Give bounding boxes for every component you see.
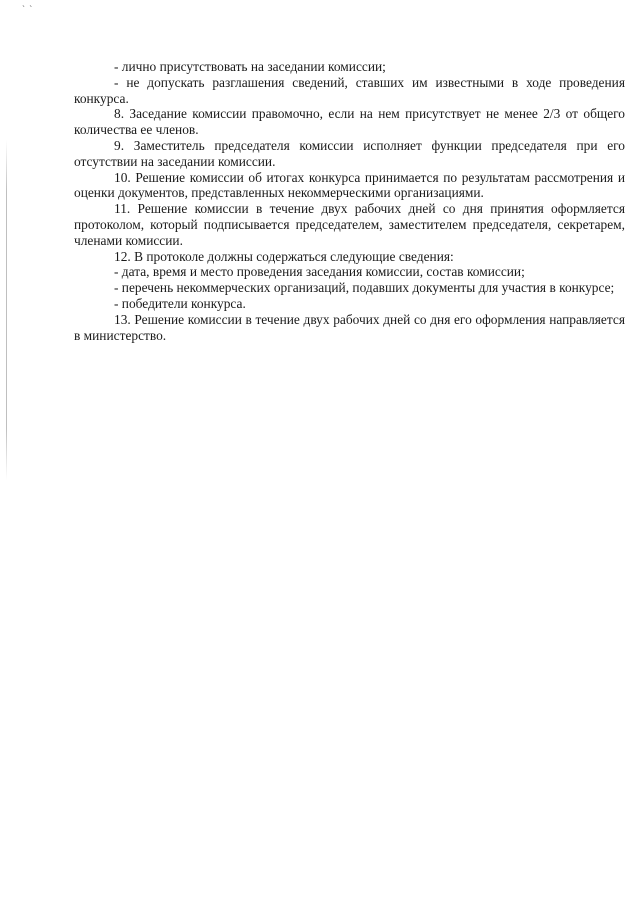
paragraph-item-12-protocol-contents: 12. В протоколе должны содержаться следующие сведения: (114, 248, 454, 264)
paragraph-attend-meeting: - лично присутствовать на заседании комиссии; (114, 59, 386, 74)
paragraph-item-13-sent-to-ministry: 13. Решение комиссии в течение двух рабочих дней со дня его оформления направляется в министерство. (74, 311, 625, 343)
scan-edge-line (6, 140, 7, 480)
paragraph-date-time-place: - дата, время и место проведения заседания комиссии, состав комиссии; (114, 264, 525, 280)
paragraph-item-11-protocol: 11. Решение комиссии в течение двух рабочих дней со дня принятия оформляется протоколом, который подписывается председателем, заместителем председателя, секретарем, членами комиссии. (74, 201, 625, 248)
paragraph-item-9-deputy-chair: 9. Заместитель председателя комиссии исполняет функции председателя при его отсутствии на заседании комиссии. (74, 137, 625, 169)
paragraph-nondisclosure: - не допускать разглашения сведений, ставших им известными в ходе проведения конкурса. (74, 74, 625, 106)
paragraph-item-8-quorum: 8. Заседание комиссии правомочно, если на нем присутствует не менее 2/3 от общего количества ее членов. (74, 106, 625, 138)
paragraph-item-10-decision: 10. Решение комиссии об итогах конкурса принимается по результатам рассмотрения и оценки документов, представленных некоммерческими организациями. (74, 169, 625, 201)
paragraph-organizations-list: - перечень некоммерческих организаций, подавших документы для участия в конкурсе; (114, 280, 615, 296)
paragraph-winners: - победители конкурса. (114, 295, 246, 311)
document-body (74, 59, 625, 343)
corner-mark: ` ` (22, 4, 34, 14)
